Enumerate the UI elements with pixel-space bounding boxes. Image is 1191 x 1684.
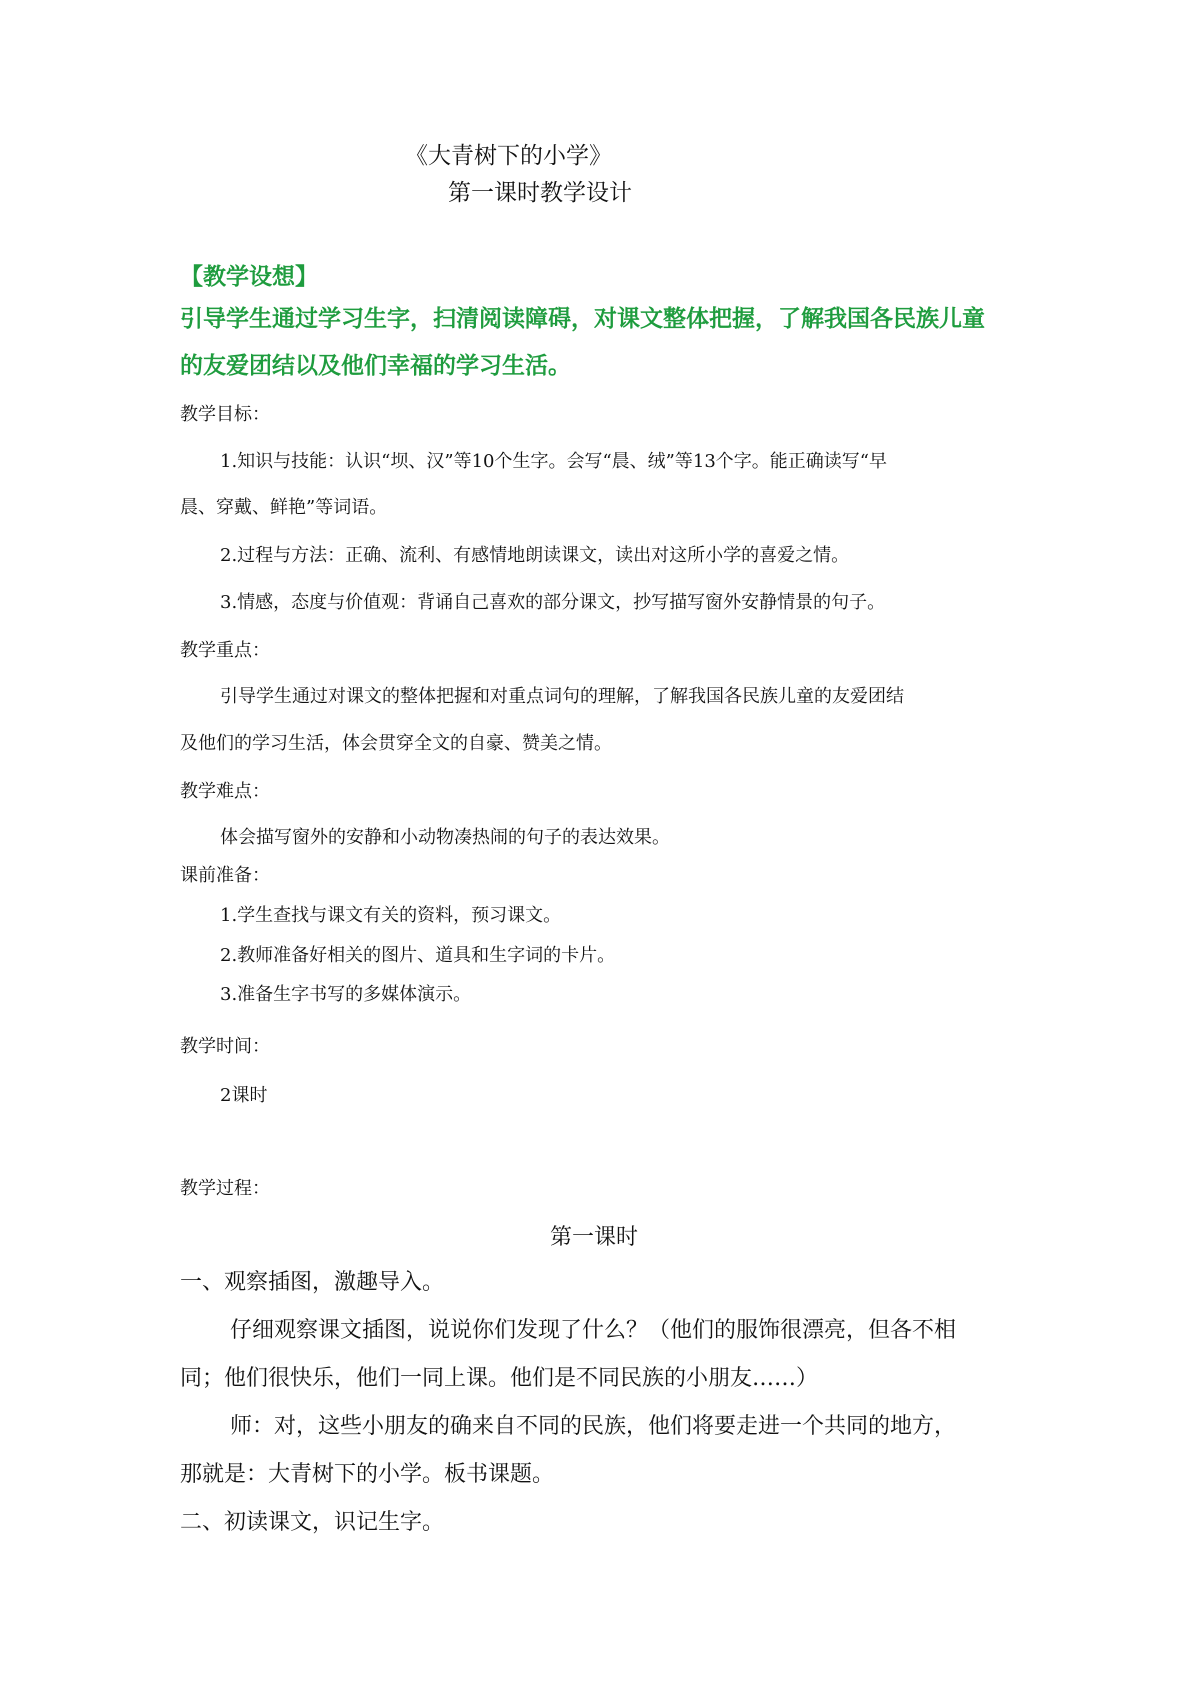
difficulties-heading: 教学难点： (180, 781, 270, 802)
key-points-heading: 教学重点： (180, 640, 270, 661)
preparation-item-1: 1.学生查找与课文有关的资料，预习课文。 (220, 905, 562, 926)
key-points-line-2: 及他们的学习生活，体会贯穿全文的自豪、赞美之情。 (180, 733, 612, 754)
goal-item-1-line-1: 1.知识与技能：认识“坝、汉”等10个生字。会写“晨、绒”等13个字。能正确读写“早 (220, 451, 887, 472)
document-title: 《大青树下的小学》 (405, 143, 612, 169)
process-heading: 教学过程： (180, 1178, 270, 1199)
goal-item-2: 2.过程与方法：正确、流利、有感情地朗读课文，读出对这所小学的喜爱之情。 (220, 545, 850, 566)
preparation-item-2: 2.教师准备好相关的图片、道具和生字词的卡片。 (220, 945, 616, 966)
assumption-heading: 【教学设想】 (180, 263, 318, 290)
section-1-paragraph-1-line-2: 同；他们很快乐，他们一同上课。他们是不同民族的小朋友……） (180, 1366, 819, 1391)
goals-heading: 教学目标： (180, 404, 270, 425)
key-points-line-1: 引导学生通过对课文的整体把握和对重点词句的理解，了解我国各民族儿童的友爱团结 (220, 686, 904, 707)
section-1-paragraph-2-line-2: 那就是：大青树下的小学。板书课题。 (180, 1462, 555, 1487)
section-2-heading: 二、初读课文，识记生字。 (180, 1510, 445, 1535)
goal-item-1-line-2: 晨、穿戴、鲜艳”等词语。 (180, 497, 388, 518)
section-1-heading: 一、观察插图，激趣导入。 (180, 1270, 445, 1295)
preparation-heading: 课前准备： (180, 865, 270, 886)
section-1-paragraph-2-line-1: 师：对，这些小朋友的确来自不同的民族，他们将要走进一个共同的地方， (230, 1414, 957, 1439)
difficulties-text: 体会描写窗外的安静和小动物凑热闹的句子的表达效果。 (220, 827, 670, 848)
assumption-line-1: 引导学生通过学习生字，扫清阅读障碍，对课文整体把握，了解我国各民族儿童 (180, 305, 985, 332)
document-subtitle: 第一课时教学设计 (448, 180, 632, 206)
preparation-item-3: 3.准备生字书写的多媒体演示。 (220, 984, 472, 1005)
assumption-line-2: 的友爱团结以及他们幸福的学习生活。 (180, 352, 571, 379)
lesson-title: 第一课时 (550, 1225, 639, 1250)
time-heading: 教学时间： (180, 1036, 270, 1057)
time-value: 2课时 (220, 1085, 268, 1106)
section-1-paragraph-1-line-1: 仔细观察课文插图，说说你们发现了什么？（他们的服饰很漂亮，但各不相 (230, 1318, 957, 1343)
goal-item-3: 3.情感，态度与价值观：背诵自己喜欢的部分课文，抄写描写窗外安静情景的句子。 (220, 592, 886, 613)
